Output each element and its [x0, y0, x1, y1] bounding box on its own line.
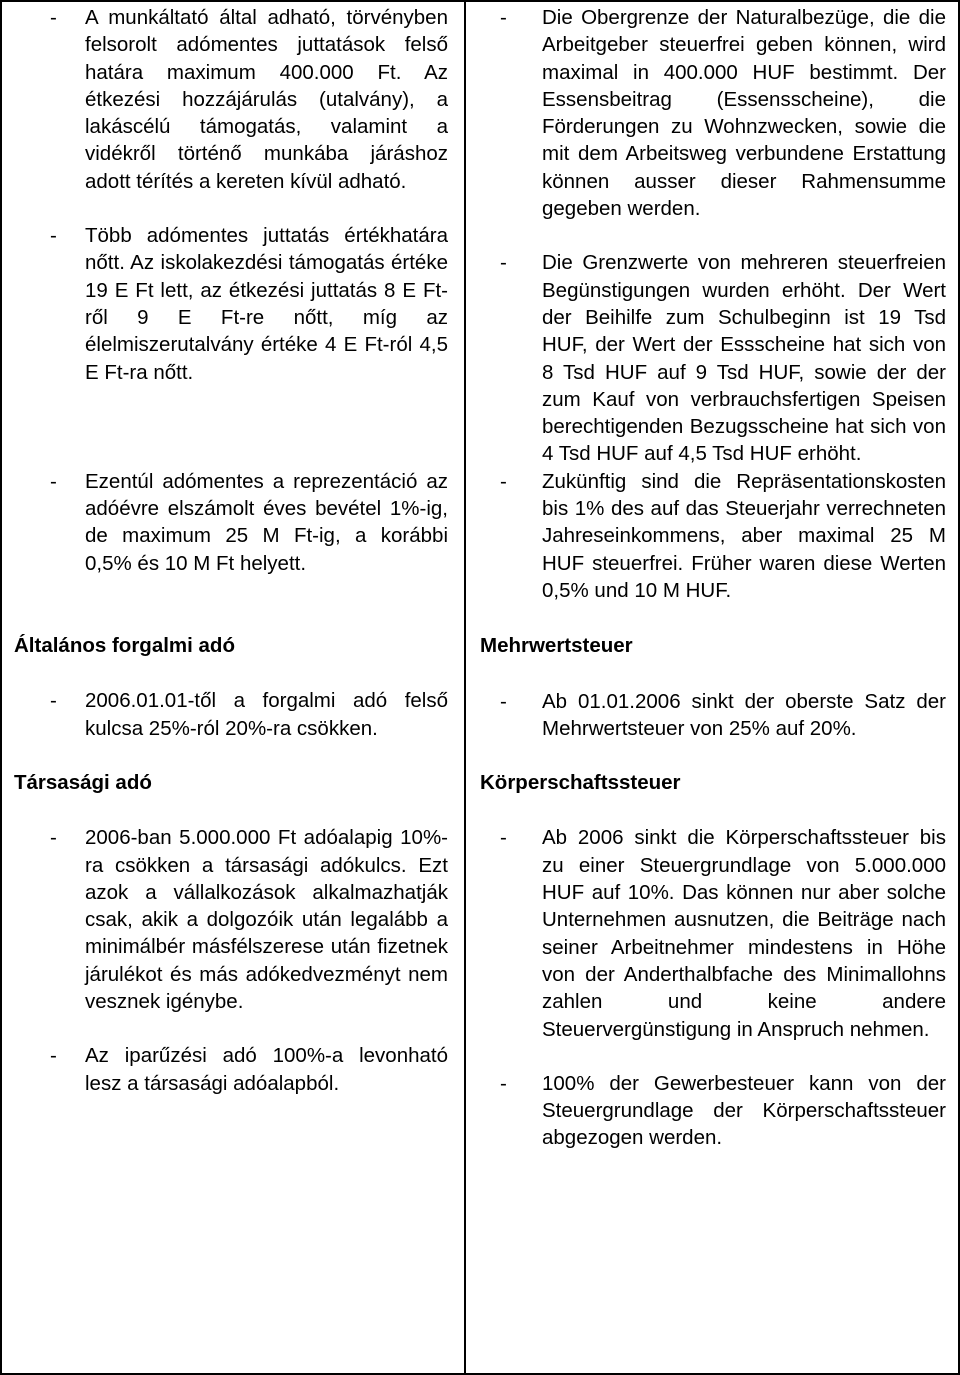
- list-item: [500, 4, 946, 222]
- item-text: Az iparűzési adó 100%-a levonható lesz a társasági adóalapból.: [85, 1044, 448, 1095]
- list-item: [500, 824, 946, 1042]
- bullet-dash: -: [50, 469, 57, 493]
- bullet-dash: -: [500, 689, 507, 713]
- list-item: [14, 468, 448, 577]
- item-text: Ab 2006 sinkt die Körperschaftssteuer bis zu einer Steuergrundlage von 5.000.000 HUF auf 10%. Das können nur aber solche Unternehmen ausnutzen, die Beiträge nach seiner Arbeitnehmer mindestens in Höhe von der Anderthalbfache des Minimallohns zahlen und keine andere Steuervergünstigung in Anspruch nehmen.: [542, 826, 946, 1041]
- bullet-dash: -: [500, 826, 507, 850]
- section-heading: Körperschaftssteuer: [480, 771, 681, 795]
- bullet-dash: -: [500, 6, 507, 29]
- bullet-dash: -: [50, 6, 57, 29]
- section-heading: Általános forgalmi adó: [14, 634, 235, 658]
- list-item: [500, 688, 946, 743]
- item-text: Die Obergrenze der Naturalbezüge, die die Arbeitgeber steuerfrei geben können, wird maximal in 400.000 HUF bestimmt. Der Essensbeitrag (Essensscheine), die Förderungen zu Wohnzwecken, sowie die mit dem Arbeitsweg verbundene Erstattung können ausser dieser Rahmensumme gegeben werden.: [542, 6, 946, 221]
- item-text: 2006.01.01-től a forgalmi adó felső kulcsa 25%-ról 20%-ra csökken.: [85, 689, 448, 740]
- list-item: [14, 222, 448, 386]
- list-item: [500, 249, 946, 467]
- bullet-dash: -: [50, 1044, 57, 1068]
- item-text: Ezentúl adómentes a reprezentáció az adóévre elszámolt éves bevétel 1%-ig, de maximum 25 M Ft-ig, a korábbi 0,5% és 10 M Ft helyett.: [85, 469, 448, 575]
- list-item: [14, 687, 448, 742]
- hungarian-column: [14, 4, 448, 1097]
- list-item: [14, 4, 448, 195]
- list-item: [14, 824, 448, 1015]
- list-item: [500, 1070, 946, 1152]
- section-heading: Mehrwertsteuer: [480, 634, 633, 658]
- bullet-dash: -: [50, 689, 57, 713]
- item-text: Több adómentes juttatás értékhatára nőtt. Az iskolakezdési támogatás értéke 19 E Ft lett, az étkezési juttatás 8 E Ft-ről 9 E Ft-re nőtt, míg az élelmiszerutalvány értéke 4 E Ft-ról 4,5 E Ft-ra nőtt.: [85, 224, 448, 384]
- bullet-dash: -: [500, 1071, 507, 1095]
- bullet-dash: -: [500, 469, 507, 493]
- column-divider: [464, 0, 466, 1375]
- bullet-dash: -: [500, 251, 507, 275]
- item-text: A munkáltató által adható, törvényben felsorolt adómentes juttatások felső határa maximum 400.000 Ft. Az étkezési hozzájárulás (utalvány), a lakáscélú támogatás, valamint a vidékről történő munkába járáshoz adott térítés a kereten kívül adható.: [85, 6, 448, 193]
- german-column: [480, 4, 946, 1152]
- item-text: Ab 01.01.2006 sinkt der oberste Satz der Mehrwertsteuer von 25% auf 20%.: [542, 689, 946, 740]
- item-text: Die Grenzwerte von mehreren steuerfreien Begünstigungen wurden erhöht. Der Wert der Beihilfe zum Schulbeginn ist 19 Tsd HUF, der Wert der Essscheine hat sich von 8 Tsd HUF auf 9 Tsd HUF, sowie der der zum Kauf von verbrauchsfertigen Speisen berechtigenden Bezugsscheine hat sich von 4 Tsd HUF auf 4,5 Tsd HUF erhöht.: [542, 251, 946, 466]
- list-item: [500, 468, 946, 604]
- item-text: Zukünftig sind die Repräsentationskosten bis 1% des auf das Steuerjahr verrechneten Jahreseinkommens, aber maximal 25 M HUF steuerfrei. Früher waren diese Werten 0,5% und 10 M HUF.: [542, 469, 946, 602]
- bullet-dash: -: [50, 826, 57, 850]
- item-text: 2006-ban 5.000.000 Ft adóalapig 10%-ra csökken a társasági adókulcs. Ezt azok a vállalkozások alkalmazhatják csak, akik a dolgozóik után legalább a minimálbér másfélszerese után fizetnek járulékot és más adókedvezményt nem vesznek igénybe.: [85, 826, 448, 1014]
- item-text: 100% der Gewerbesteuer kann von der Steuergrundlage der Körperschaftssteuer abgezogen werden.: [542, 1071, 946, 1150]
- list-item: [14, 1042, 448, 1097]
- section-heading: Társasági adó: [14, 770, 152, 794]
- bullet-dash: -: [50, 224, 57, 248]
